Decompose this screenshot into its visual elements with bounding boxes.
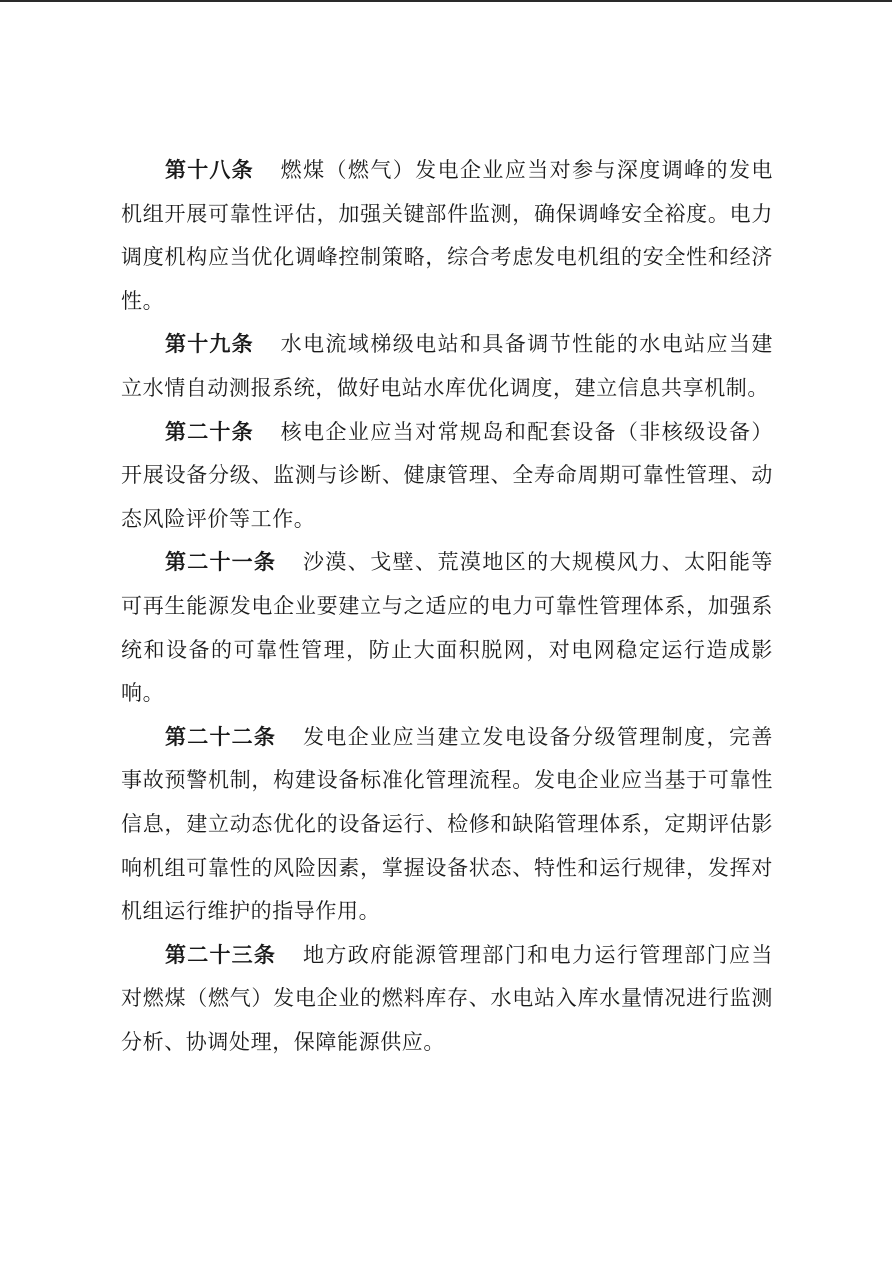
article-number: 第二十三条 (165, 942, 277, 967)
article-text: 发电企业应当建立发电设备分级管理制度，完善事故预警机制，构建设备标准化管理流程。发电企业应当基于可靠性信息，建立动态优化的设备运行、检修和缺陷管理体系，定期评估影响机组可靠性的风险因素，掌握设备状态、特性和运行规律，发挥对机组运行维护的指导作用。 (121, 724, 773, 924)
article-20 (121, 411, 773, 542)
top-border-line (0, 0, 892, 2)
article-number: 第十八条 (165, 158, 254, 182)
article-19 (121, 323, 773, 410)
article-number: 第二十一条 (165, 550, 277, 575)
article-number: 第十九条 (165, 332, 254, 357)
article-text: 沙漠、戈壁、荒漠地区的大规模风力、太阳能等可再生能源发电企业要建立与之适应的电力可靠性管理体系，加强系统和设备的可靠性管理，防止大面积脱网，对电网稳定运行造成影响。 (121, 550, 773, 706)
document-body (121, 149, 773, 1064)
article-text: 地方政府能源管理部门和电力运行管理部门应当对燃煤（燃气）发电企业的燃料库存、水电站入库水量情况进行监测分析、协调处理，保障能源供应。 (121, 942, 773, 1054)
article-text: 燃煤（燃气）发电企业应当对参与深度调峰的发电机组开展可靠性评估，加强关键部件监测，确保调峰安全裕度。电力调度机构应当优化调峰控制策略，综合考虑发电机组的安全性和经济性。 (121, 158, 773, 313)
article-number: 第二十条 (165, 419, 254, 444)
article-21 (121, 541, 773, 715)
article-23 (121, 934, 773, 1065)
article-22 (121, 716, 773, 934)
article-number: 第二十二条 (165, 724, 277, 749)
article-18 (121, 149, 773, 323)
article-text: 水电流域梯级电站和具备调节性能的水电站应当建立水情自动测报系统，做好电站水库优化调度，建立信息共享机制。 (121, 332, 773, 400)
article-text: 核电企业应当对常规岛和配套设备（非核级设备）开展设备分级、监测与诊断、健康管理、全寿命周期可靠性管理、动态风险评价等工作。 (121, 419, 773, 531)
